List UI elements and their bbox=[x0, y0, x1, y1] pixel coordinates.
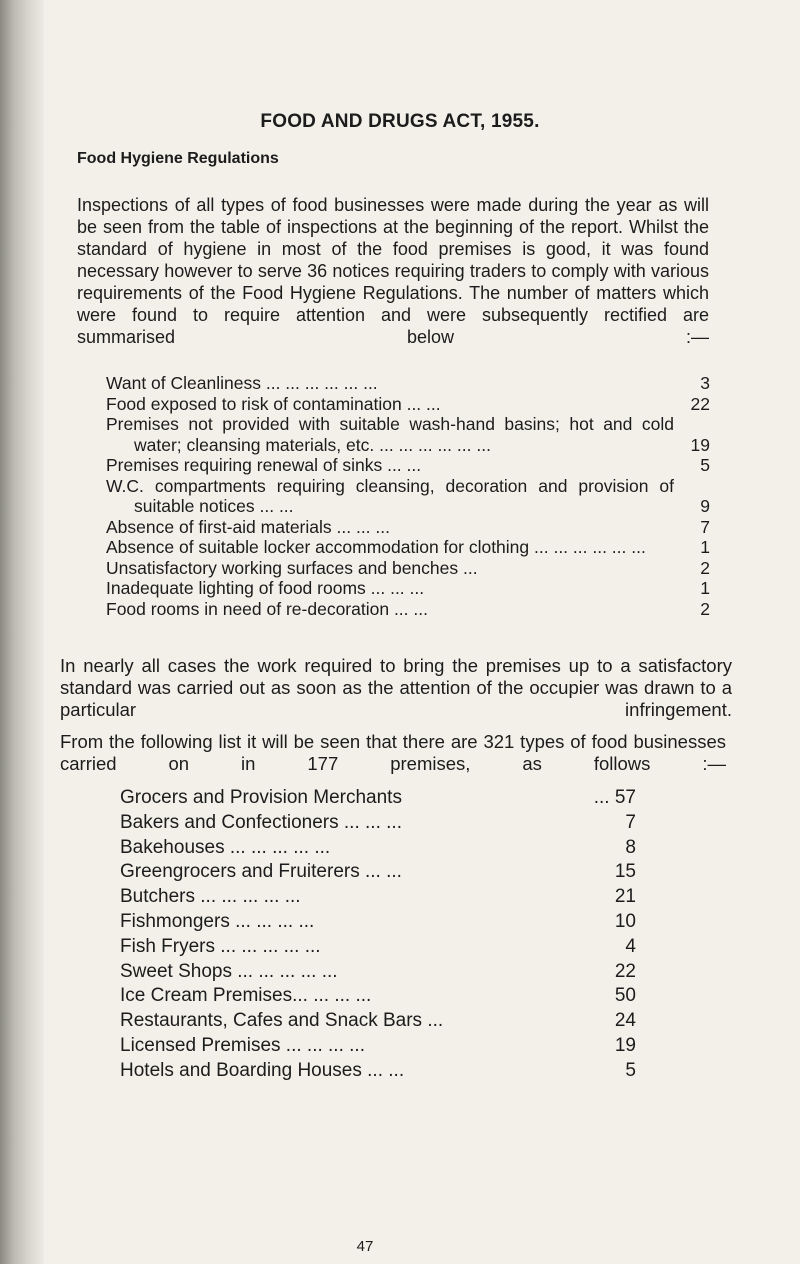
matter-label: Premises not provided with suitable wash-hand basins; hot and cold water; cleansing materials, etc. ... ... ... ... ... ... bbox=[106, 414, 674, 455]
list-item bbox=[120, 836, 636, 861]
list-item bbox=[120, 1034, 636, 1059]
business-count: ... 57 bbox=[593, 787, 636, 808]
business-count: 4 bbox=[625, 935, 636, 957]
list-item bbox=[106, 578, 710, 599]
section-heading: Food Hygiene Regulations bbox=[77, 150, 279, 167]
matter-count: 5 bbox=[700, 455, 710, 475]
list-item bbox=[120, 860, 636, 885]
matter-count: 3 bbox=[700, 373, 710, 393]
list-item bbox=[106, 476, 710, 517]
list-item bbox=[106, 599, 710, 620]
list-item bbox=[106, 537, 710, 558]
business-label: Bakers and Confectioners ... ... ... bbox=[120, 811, 402, 833]
matter-count: 9 bbox=[700, 496, 710, 516]
business-count: 15 bbox=[614, 861, 636, 883]
business-count: 8 bbox=[625, 836, 636, 858]
page-number: 47 bbox=[356, 1238, 374, 1255]
list-item bbox=[120, 885, 636, 910]
matter-count: 2 bbox=[700, 598, 710, 619]
list-item bbox=[106, 455, 710, 476]
matter-label: Inadequate lighting of food rooms ... ... ... bbox=[106, 578, 425, 598]
matter-count: 1 bbox=[700, 578, 710, 598]
business-count: 7 bbox=[625, 811, 636, 833]
list-item bbox=[120, 935, 636, 960]
business-label: Grocers and Provision Merchants bbox=[120, 787, 402, 808]
matter-label: Unsatisfactory working surfaces and benches ... bbox=[106, 557, 478, 578]
business-label: Hotels and Boarding Houses ... ... bbox=[120, 1059, 405, 1081]
business-label: Fish Fryers ... ... ... ... ... bbox=[120, 935, 321, 957]
matter-label: Food exposed to risk of contamination ... ... bbox=[106, 393, 441, 414]
matter-count: 7 bbox=[700, 516, 710, 537]
list-item bbox=[120, 786, 636, 811]
list-item bbox=[120, 1059, 636, 1084]
business-label: Ice Cream Premises... ... ... ... bbox=[120, 985, 372, 1007]
list-item bbox=[106, 558, 710, 579]
matter-label: Absence of first-aid materials ... ... ... bbox=[106, 516, 390, 537]
matter-count: 22 bbox=[690, 393, 710, 414]
business-label: Fishmongers ... ... ... ... bbox=[120, 910, 315, 932]
business-count: 50 bbox=[614, 985, 636, 1007]
business-label: Greengrocers and Fruiterers ... ... bbox=[120, 861, 402, 883]
paragraph-work-required: In nearly all cases the work required to bring the premises up to a satisfactory standard was carried out as soon as the attention of the occupier was drawn to a particular infringement. bbox=[60, 655, 732, 720]
matters-list bbox=[106, 373, 710, 619]
document-title: FOOD AND DRUGS ACT, 1955. bbox=[260, 111, 540, 132]
list-item bbox=[120, 811, 636, 836]
matter-label: W.C. compartments requiring cleansing, decoration and provision of suitable notices ... ... bbox=[106, 475, 674, 516]
list-item bbox=[106, 517, 710, 538]
business-count: 10 bbox=[614, 910, 636, 932]
matter-label: Food rooms in need of re-decoration ... ... bbox=[106, 598, 428, 619]
business-count: 5 bbox=[625, 1059, 636, 1081]
business-count: 22 bbox=[614, 960, 636, 982]
matter-label: Premises requiring renewal of sinks ... ... bbox=[106, 455, 422, 475]
business-label: Butchers ... ... ... ... ... bbox=[120, 886, 301, 908]
list-item bbox=[106, 414, 710, 455]
business-label: Restaurants, Cafes and Snack Bars ... bbox=[120, 1010, 444, 1032]
paragraph-business-types: From the following list it will be seen that there are 321 types of food businesses carried on in 177 premises, as follows :— bbox=[60, 731, 726, 774]
business-count: 19 bbox=[614, 1034, 636, 1056]
matter-count: 2 bbox=[700, 557, 710, 578]
business-label: Bakehouses ... ... ... ... ... bbox=[120, 836, 331, 858]
matter-label: Absence of suitable locker accommodation for clothing ... ... ... ... ... ... bbox=[106, 537, 646, 557]
intro-paragraph: Inspections of all types of food businesses were made during the year as will be seen from the table of inspections at the beginning of the report. Whilst the standard of hygiene in most of the food premises is good, it was found necessary however to serve 36 notices requiring traders to comply with various requirements of the Food Hygiene Regulations. The number of matters which were found to require attention and were subsequently rectified are summarised below :— bbox=[77, 195, 709, 347]
list-item bbox=[120, 910, 636, 935]
business-label: Licensed Premises ... ... ... ... bbox=[120, 1034, 365, 1056]
list-item bbox=[120, 984, 636, 1009]
business-types-list bbox=[120, 786, 636, 1084]
business-count: 24 bbox=[614, 1010, 636, 1032]
matter-label: Want of Cleanliness ... ... ... ... ... ... bbox=[106, 373, 378, 393]
business-count: 21 bbox=[614, 886, 636, 908]
matter-count: 19 bbox=[690, 434, 710, 455]
list-item bbox=[120, 1009, 636, 1034]
business-label: Sweet Shops ... ... ... ... ... bbox=[120, 960, 338, 982]
matter-count: 1 bbox=[700, 537, 710, 557]
list-item bbox=[106, 394, 710, 415]
list-item bbox=[120, 960, 636, 985]
list-item bbox=[106, 373, 710, 394]
